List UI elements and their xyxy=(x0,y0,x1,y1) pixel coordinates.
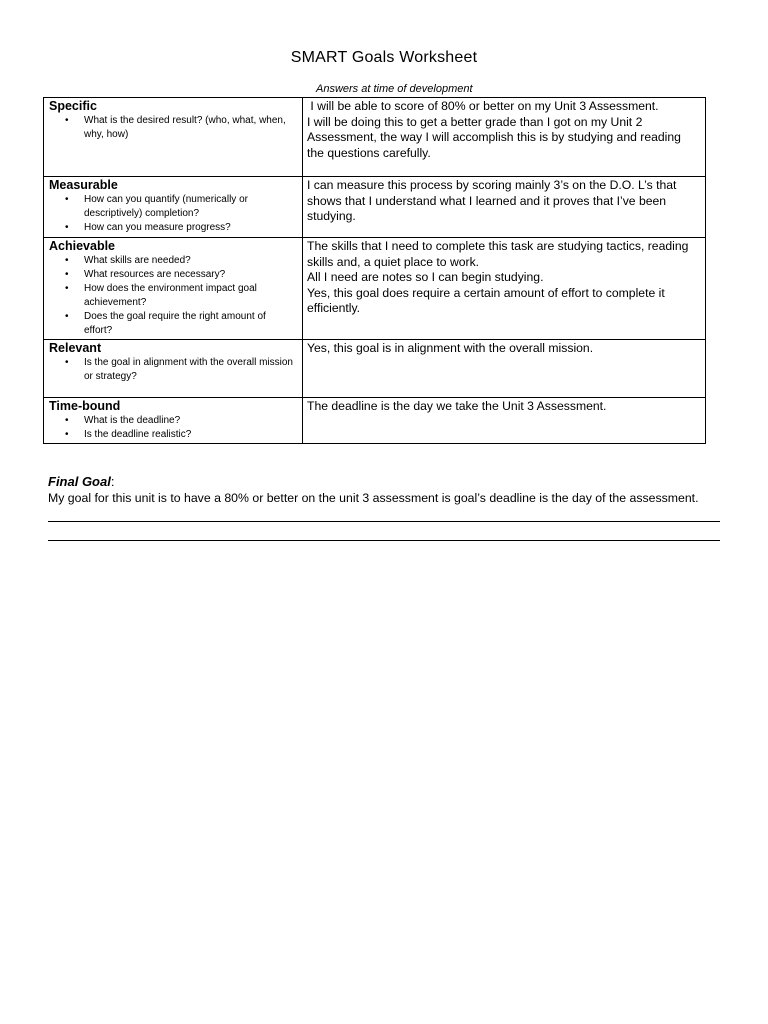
prompt-item: • How can you quantify (numerically or descriptively) completion? xyxy=(84,193,302,221)
criterion-row-achievable xyxy=(44,238,706,340)
prompt-item: • How can you measure progress? xyxy=(84,221,302,235)
criterion-cell xyxy=(44,398,303,444)
answer-text xyxy=(307,239,701,317)
answer-cell xyxy=(303,398,706,444)
criterion-title: Relevant xyxy=(49,341,102,355)
criterion-cell xyxy=(44,98,303,177)
prompt-list xyxy=(44,356,302,384)
prompt-item: • What resources are necessary? xyxy=(84,268,302,282)
answer-text xyxy=(307,178,701,225)
prompt-list xyxy=(44,193,302,235)
final-goal-label: Final Goal xyxy=(48,474,111,489)
final-goal-heading xyxy=(48,474,720,490)
prompt-list xyxy=(44,414,302,442)
final-goal-text: My goal for this unit is to have a 80% or better on the unit 3 assessment is goal’s deadline is the day of the assessment. xyxy=(48,491,699,505)
prompt-item: • Does the goal require the right amount of effort? xyxy=(84,310,302,338)
answer-cell xyxy=(303,177,706,238)
criterion-title: Measurable xyxy=(49,178,118,192)
answer-text xyxy=(307,399,701,415)
criterion-cell xyxy=(44,340,303,398)
answer-cell xyxy=(303,340,706,398)
answer-line: Yes, this goal is in alignment with the overall mission. xyxy=(307,341,594,355)
final-goal-section xyxy=(48,474,720,506)
prompt-item: • How does the environment impact goal achievement? xyxy=(84,282,302,310)
criterion-title: Time-bound xyxy=(49,399,121,413)
prompt-item: • Is the deadline realistic? xyxy=(84,428,302,442)
prompt-item: • Is the goal in alignment with the overall mission or strategy? xyxy=(84,356,302,384)
answer-line: I will be able to score of 80% or better on my Unit 3 Assessment. xyxy=(307,99,659,113)
answer-cell xyxy=(303,238,706,340)
smart-goals-table xyxy=(43,97,706,444)
answers-caption: Answers at time of development xyxy=(316,83,473,95)
answer-text xyxy=(307,341,701,357)
criterion-row-relevant xyxy=(44,340,706,398)
criterion-title: Specific xyxy=(49,99,97,113)
criterion-cell xyxy=(44,177,303,238)
answer-cell xyxy=(303,98,706,177)
answer-line: I can measure this process by scoring mainly 3’s on the D.O. L’s that shows that I understand what I learned and it proves that I’ve been studying. xyxy=(307,178,677,223)
prompt-list xyxy=(44,114,302,142)
answer-line: I will be doing this to get a better grade than I got on my Unit 2 Assessment, the way I will accomplish this is by studying and reading the questions carefully. xyxy=(307,114,681,160)
answer-text xyxy=(307,99,701,161)
answer-line: Yes, this goal does require a certain amount of effort to complete it efficiently. xyxy=(307,285,665,315)
prompt-item: • What is the deadline? xyxy=(84,414,302,428)
answer-line-rule xyxy=(48,521,720,522)
prompt-list xyxy=(44,254,302,338)
criterion-title: Achievable xyxy=(49,239,116,253)
prompt-item: • What is the desired result? (who, what, when, why, how) xyxy=(84,114,302,142)
criterion-row-specific xyxy=(44,98,706,177)
criterion-cell xyxy=(44,238,303,340)
prompt-item: • What skills are needed? xyxy=(84,254,302,268)
answer-line-rule xyxy=(48,540,720,541)
criterion-row-measurable xyxy=(44,177,706,238)
final-goal-colon: : xyxy=(110,474,115,489)
answer-line: All I need are notes so I can begin studying. xyxy=(307,270,544,284)
answer-line: The deadline is the day we take the Unit 3 Assessment. xyxy=(307,399,607,413)
page-title: SMART Goals Worksheet xyxy=(290,49,478,66)
criterion-row-time-bound xyxy=(44,398,706,444)
answer-line: The skills that I need to complete this task are studying tactics, reading skills and, a quiet place to work. xyxy=(307,239,689,269)
